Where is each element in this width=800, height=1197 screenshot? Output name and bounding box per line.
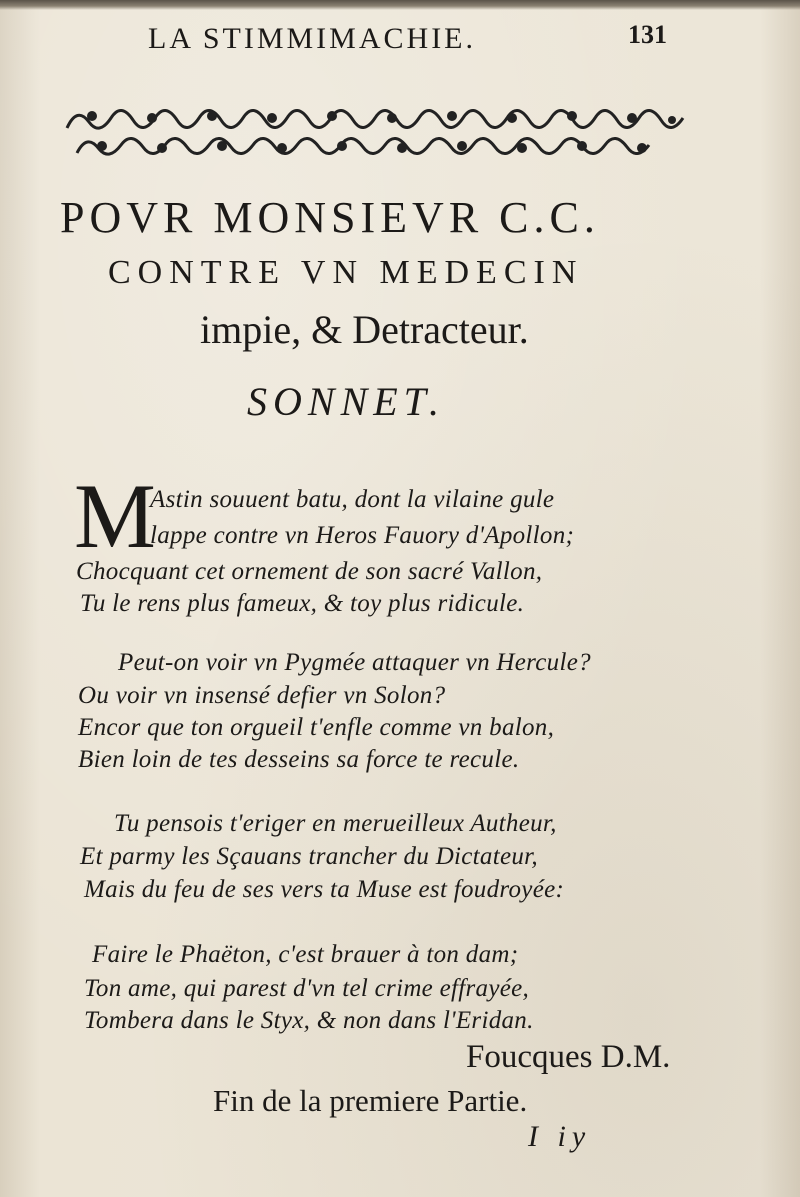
verse-line: Encor que ton orgueil t'enfle comme vn balon, bbox=[78, 714, 555, 741]
end-note: Fin de la premiere Partie. bbox=[213, 1083, 528, 1118]
verse-line: lappe contre vn Heros Fauory d'Apollon; bbox=[150, 522, 575, 549]
author-signature: Foucques D.M. bbox=[466, 1039, 671, 1075]
verse-line: Bien loin de tes desseins sa force te recule. bbox=[78, 746, 520, 773]
verse-line: Et parmy les Sçauans trancher du Dictateur, bbox=[80, 843, 538, 870]
verse-line: Peut-on voir vn Pygmée attaquer vn Hercule? bbox=[118, 649, 591, 676]
verse-line: Mais du feu de ses vers ta Muse est foudroyée: bbox=[84, 876, 565, 903]
running-head: LA STIMMIMACHIE. bbox=[148, 22, 477, 55]
page-edge bbox=[0, 0, 800, 10]
verse-line: Tu pensois t'eriger en merueilleux Autheur, bbox=[114, 810, 557, 837]
title-line-3: impie, & Detracteur. bbox=[200, 307, 529, 352]
printers-ornament-icon bbox=[62, 98, 686, 168]
page-number: 131 bbox=[628, 20, 667, 49]
verse-line: Chocquant cet ornement de son sacré Vallon, bbox=[76, 558, 543, 585]
signature-mark: I iy bbox=[528, 1120, 592, 1153]
title-line-1: POVR MONSIEVR C.C. bbox=[60, 193, 600, 242]
title-line-2: CONTRE VN MEDECIN bbox=[108, 254, 584, 291]
poem-form-heading: SONNET. bbox=[247, 379, 445, 424]
verse-line: Tombera dans le Styx, & non dans l'Eridan. bbox=[84, 1007, 534, 1034]
drop-cap: M bbox=[74, 465, 156, 567]
verse-line: Ou voir vn insensé defier vn Solon? bbox=[78, 682, 446, 709]
verse-line: Faire le Phaëton, c'est brauer à ton dam; bbox=[92, 941, 519, 968]
verse-line: Astin souuent batu, dont la vilaine gule bbox=[150, 486, 555, 513]
verse-line: Tu le rens plus fameux, & toy plus ridicule. bbox=[80, 590, 525, 617]
verse-line: Ton ame, qui parest d'vn tel crime effrayée, bbox=[84, 975, 530, 1002]
